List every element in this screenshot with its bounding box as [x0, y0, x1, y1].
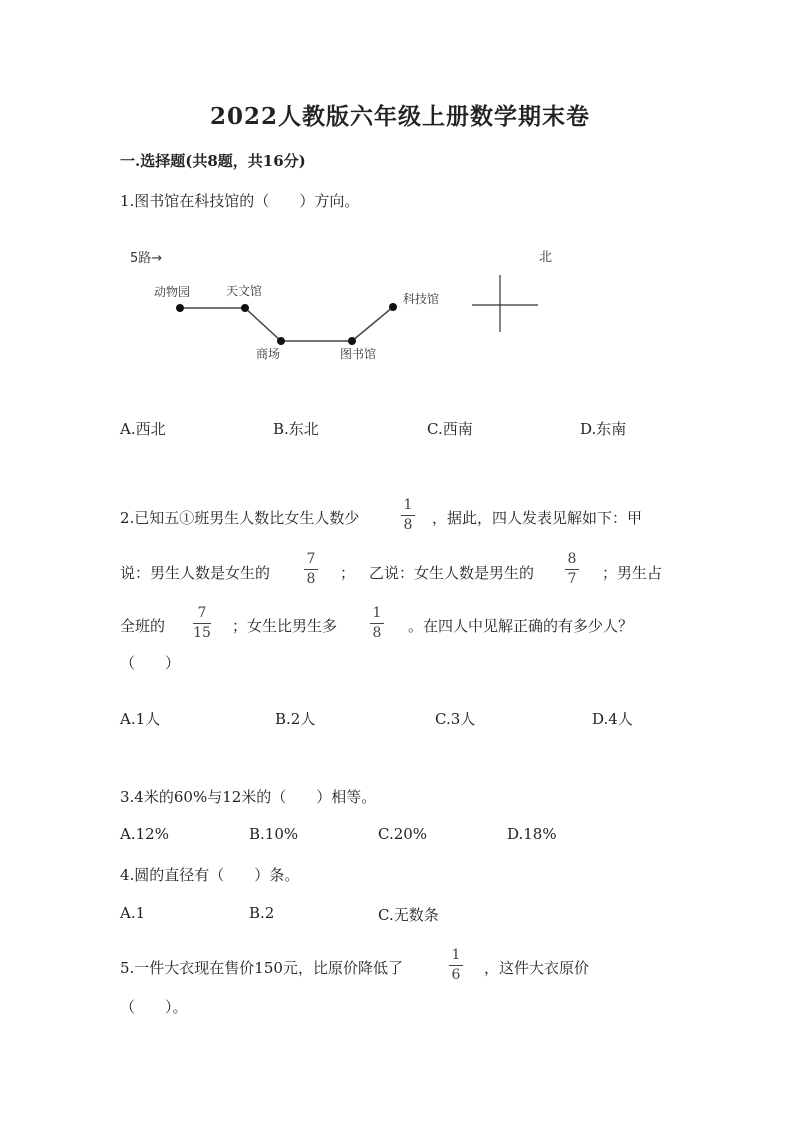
q1-option-a[interactable]: A.西北 [120, 420, 166, 438]
fraction-1-8-b [370, 605, 384, 642]
q1-option-d[interactable]: D.东南 [580, 420, 627, 438]
zoo-dot [176, 304, 184, 312]
north-label: 北 [539, 250, 553, 265]
q2-option-a[interactable]: A.1人 [120, 710, 161, 728]
fraction-1-8 [401, 497, 415, 534]
numerator: 1 [451, 947, 461, 963]
place-label-library: 图书馆 [340, 347, 377, 361]
question-2-line-2b: ； [340, 564, 356, 582]
question-2-line-1a: 2.已知五①班男生人数比女生人数少 [120, 509, 360, 527]
denominator: 7 [567, 571, 577, 587]
q1-option-b[interactable]: B.东北 [273, 420, 319, 438]
route-line [180, 307, 393, 341]
numerator: 7 [197, 605, 207, 621]
section-heading: 一.选择题(共8题，共16分) [120, 152, 306, 170]
question-2-line-2c: 乙说：女生人数是男生的 [369, 564, 535, 582]
question-5-stem-a: 5.一件大衣现在售价150元，比原价降低了 [120, 959, 403, 977]
fraction-8-7 [565, 551, 579, 588]
denominator: 15 [193, 625, 211, 641]
numerator: 1 [403, 497, 413, 513]
question-2-line-3b: ；女生比男生多 [232, 617, 338, 635]
q1-option-c[interactable]: C.西南 [427, 420, 473, 438]
question-3-stem: 3.4米的60%与12米的（ ）相等。 [120, 788, 377, 806]
question-1-stem: 1.图书馆在科技馆的（ ）方向。 [120, 192, 360, 210]
numerator: 8 [567, 551, 577, 567]
question-2-line-1b: ，据此，四人发表见解如下：甲 [432, 509, 643, 527]
question-2-line-3a: 全班的 [120, 617, 166, 635]
science-museum-dot [389, 303, 397, 311]
fraction-7-15 [193, 605, 211, 642]
page-title: 2022人教版六年级上册数学期末卷 [209, 103, 590, 130]
numerator: 7 [306, 551, 316, 567]
place-label-zoo: 动物园 [154, 285, 191, 299]
q4-option-c[interactable]: C.无数条 [378, 906, 439, 924]
question-4-stem: 4.圆的直径有（ ）条。 [120, 866, 300, 884]
q2-option-d[interactable]: D.4人 [592, 710, 633, 728]
denominator: 8 [306, 571, 316, 587]
bus-route-label: 5路→ [130, 251, 163, 266]
question-2-line-3c: 。在四人中见解正确的有多少人？ [408, 617, 634, 635]
place-label-mall: 商场 [256, 347, 281, 361]
fraction-7-8 [304, 551, 318, 588]
route-map-diagram [120, 240, 580, 370]
library-dot [348, 337, 356, 345]
place-label-science-museum: 科技馆 [403, 292, 440, 306]
denominator: 8 [372, 625, 382, 641]
numerator: 1 [372, 605, 382, 621]
q3-option-d[interactable]: D.18% [507, 825, 557, 843]
q2-option-b[interactable]: B.2人 [275, 710, 316, 728]
question-2-line-2d: ；男生占 [602, 564, 663, 582]
question-5-answer-blank[interactable]: （ ）。 [120, 998, 188, 1016]
denominator: 8 [403, 517, 413, 533]
q3-option-a[interactable]: A.12% [120, 825, 169, 843]
question-2-line-2a: 说：男生人数是女生的 [120, 564, 271, 582]
compass-icon [472, 275, 538, 332]
place-label-planetarium: 天文馆 [226, 284, 263, 298]
fraction-1-6 [449, 947, 463, 984]
question-2-answer-blank[interactable]: （ ） [120, 654, 181, 672]
q3-option-c[interactable]: C.20% [378, 825, 428, 843]
q4-option-a[interactable]: A.1 [120, 904, 146, 922]
q3-option-b[interactable]: B.10% [249, 825, 299, 843]
q4-option-b[interactable]: B.2 [249, 904, 275, 922]
q2-option-c[interactable]: C.3人 [435, 710, 476, 728]
denominator: 6 [451, 967, 461, 983]
question-5-stem-b: ，这件大衣原价 [484, 959, 590, 977]
mall-dot [277, 337, 285, 345]
planetarium-dot [241, 304, 249, 312]
